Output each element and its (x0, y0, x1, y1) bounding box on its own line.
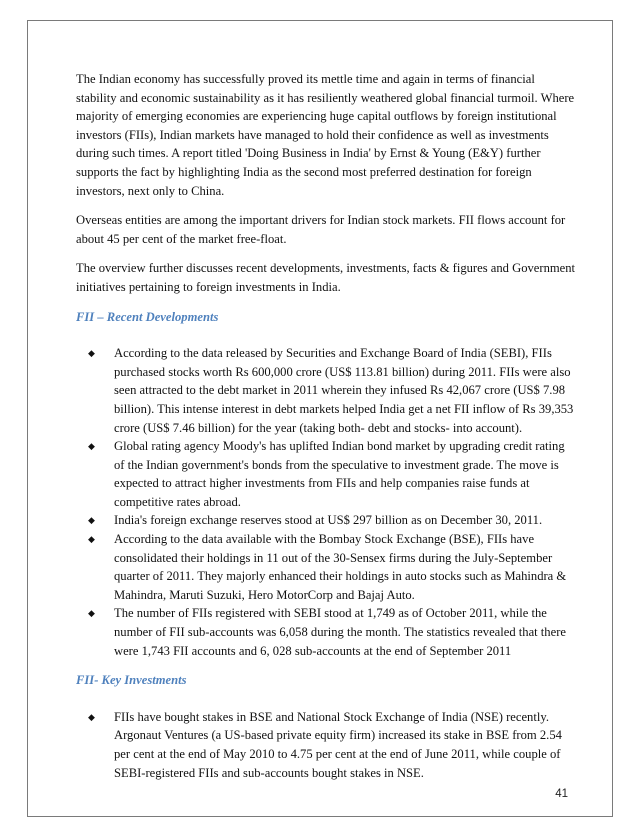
list-item-text: According to the data released by Securities and Exchange Board of India (SEBI), FIIs purchased stocks worth Rs 600,000 crore (US$ 113.81 billion) during 2011. FIIs were also seen attracted to the debt market in 2011 wherein they infused Rs 42,067 crore (US$ 7.98 billion). This intense interest in debt markets helped India get a net FII inflow of Rs 39,353 crore (US$ 7.46 billion) for the year (taking both- debt and stocks- into account). (114, 346, 574, 435)
diamond-bullet-icon: ◆ (88, 711, 95, 722)
diamond-bullet-icon: ◆ (88, 441, 95, 452)
document-body (76, 70, 576, 793)
intro-paragraph: The Indian economy has successfully proved its mettle time and again in terms of financial stability and economic sustainability as it has resiliently weathered global financial turmoil. Where majority of emerging economies are experiencing huge capital outflows by foreign institutional investors (FIIs), Indian markets have managed to hold their confidence as well as investments during such times. A report titled 'Doing Business in India' by Ernst & Young (E&Y) further supports the fact by highlighting India as the second most preferred destination for foreign investors, next only to China. (76, 72, 575, 198)
diamond-bullet-icon: ◆ (88, 608, 95, 619)
diamond-bullet-icon: ◆ (88, 515, 95, 526)
list-item (76, 708, 576, 782)
recent-developments-list (76, 344, 576, 660)
list-item (76, 344, 576, 437)
overseas-paragraph: Overseas entities are among the important drivers for Indian stock markets. FII flows account for about 45 per cent of the market free-float. (76, 213, 566, 246)
overview-paragraph: The overview further discusses recent developments, investments, facts & figures and Government initiatives pertaining to foreign investments in India. (76, 261, 576, 294)
list-item-text: India's foreign exchange reserves stood at US$ 297 billion as on December 30, 2011. (114, 513, 543, 528)
list-item-text: The number of FIIs registered with SEBI stood at 1,749 as of October 2011, while the number of FII sub-accounts was 6,058 during the month. The statistics revealed that there were 1,743 FII accounts and 6, 028 sub-accounts at the end of September 2011 (114, 606, 566, 658)
diamond-bullet-icon: ◆ (88, 534, 95, 545)
page-number: 41 (555, 788, 568, 800)
list-item-text: According to the data available with the Bombay Stock Exchange (BSE), FIIs have consolidated their holdings in 11 out of the 30-Sensex firms during the July-September quarter of 2011. They majorly enhanced their holdings in auto stocks such as Mahindra & Mahindra, Maruti Suzuki, Hero MotorCorp and Bajaj Auto. (114, 532, 567, 602)
recent-developments-heading: FII – Recent Developments (76, 309, 219, 324)
list-item (76, 511, 576, 530)
list-item (76, 530, 576, 604)
list-item-text: FIIs have bought stakes in BSE and National Stock Exchange of India (NSE) recently. Argonaut Ventures (a US-based private equity firm) increased its stake in BSE from 2.54 per cent at the end of May 2010 to 4.75 per cent at the end of June 2011, while couple of SEBI-registered FIIs and sub-accounts bought stakes in NSE. (114, 709, 562, 780)
list-item (76, 604, 576, 660)
list-item-text: Global rating agency Moody's has uplifted Indian bond market by upgrading credit rating of the Indian government's bonds from the speculative to investment grade. The move is expected to attract higher investments from FIIs and help companies raise funds at competitive rates abroad. (114, 439, 565, 509)
list-item (76, 437, 576, 511)
key-investments-heading: FII- Key Investments (76, 673, 187, 688)
key-investments-list (76, 708, 576, 782)
diamond-bullet-icon: ◆ (88, 348, 95, 359)
